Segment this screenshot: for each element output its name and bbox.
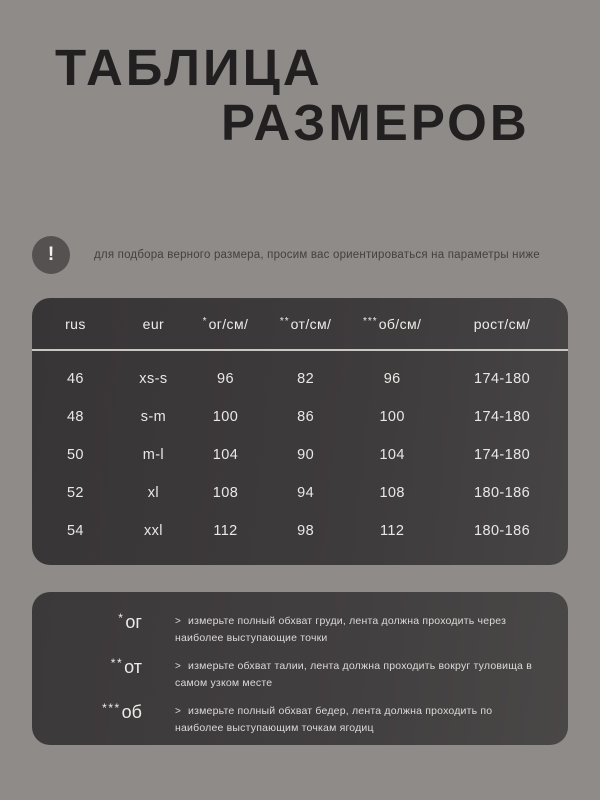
table-cell: 112	[213, 523, 238, 539]
table-cell: 100	[212, 409, 239, 425]
footnote-description: измерьте полный обхват бедер, лента должна проходить по наиболее выступающим точкам ягодиц	[175, 705, 493, 734]
alert-icon	[32, 236, 70, 274]
column-label: eur	[142, 315, 165, 332]
size-table-body	[32, 351, 568, 550]
notice	[32, 236, 562, 274]
table-cell: 50	[66, 447, 84, 463]
asterisk-marker: **	[110, 656, 124, 670]
table-cell: 108	[212, 485, 239, 501]
table-cell: 174-180	[474, 409, 531, 425]
table-row	[32, 360, 568, 398]
footnote-term	[32, 658, 142, 691]
table-cell: 100	[379, 409, 405, 425]
table-cell: 96	[217, 371, 234, 387]
table-row	[32, 436, 568, 474]
footnote-term	[32, 703, 142, 736]
column-header	[436, 316, 568, 332]
table-cell: xs-s	[139, 371, 168, 387]
table-cell: m-l	[142, 447, 165, 463]
column-header	[348, 316, 436, 332]
asterisk-marker: *	[202, 315, 208, 327]
column-header	[32, 316, 119, 332]
table-row	[32, 474, 568, 512]
footnote-description: измерьте полный обхват груди, лента должна проходить через наиболее выступающие точки	[175, 615, 507, 644]
table-row	[32, 398, 568, 436]
column-header	[263, 316, 348, 332]
column-label: об/см/	[378, 315, 422, 332]
alert-icon-glyph: !	[47, 244, 55, 265]
footnote-row	[32, 613, 538, 646]
column-label: ог/см/	[208, 315, 249, 332]
asterisk-marker: *	[118, 611, 125, 625]
note-arrow-glyph: >	[175, 616, 182, 627]
footnote-term-label: ог	[125, 612, 142, 632]
notice-text: для подбора верного размера, просим вас ориентироваться на параметры ниже	[94, 249, 540, 261]
footnote-text	[175, 658, 538, 691]
column-header	[188, 316, 263, 332]
size-table-panel	[32, 298, 568, 565]
table-cell: 86	[297, 409, 315, 425]
table-cell: 98	[297, 523, 315, 539]
table-cell: 104	[379, 447, 405, 463]
table-cell: 94	[297, 485, 315, 501]
size-table-header	[32, 298, 568, 349]
column-label: от/см/	[290, 315, 332, 332]
table-cell: 174-180	[474, 371, 531, 387]
page-title-line-1: ТАБЛИЦА	[55, 39, 323, 96]
table-cell: 174-180	[474, 447, 531, 463]
footnote-row	[32, 703, 538, 736]
table-cell: 48	[66, 409, 84, 425]
table-cell: 112	[380, 523, 405, 539]
note-arrow-glyph: >	[175, 706, 182, 717]
asterisk-marker: **	[279, 315, 290, 327]
footnote-term-label: от	[124, 657, 142, 677]
page-title-line-2: РАЗМЕРОВ	[221, 94, 530, 151]
table-cell: 82	[297, 371, 315, 387]
table-cell: 54	[66, 523, 84, 539]
table-cell: xxl	[143, 523, 163, 539]
footnote-description: измерьте обхват талии, лента должна проходить вокруг туловища в самом узком месте	[175, 660, 532, 689]
asterisk-marker: ***	[363, 315, 378, 327]
page-title	[55, 40, 530, 150]
table-cell: 108	[379, 485, 405, 501]
asterisk-marker: ***	[102, 701, 121, 715]
footnote-text	[175, 703, 538, 736]
footnote-term	[32, 613, 142, 646]
table-cell: xl	[147, 485, 160, 501]
measurement-notes-panel	[32, 592, 568, 745]
table-cell: 46	[66, 371, 84, 387]
table-cell: 104	[212, 447, 239, 463]
table-cell: 180-186	[474, 485, 531, 501]
table-cell: 90	[297, 447, 315, 463]
footnote-text	[175, 613, 538, 646]
footnote-term-label: об	[121, 702, 142, 722]
column-label: rus	[65, 315, 86, 332]
note-arrow-glyph: >	[175, 661, 182, 672]
table-cell: s-m	[140, 409, 167, 425]
table-cell: 52	[66, 485, 84, 501]
column-label: рост/см/	[473, 315, 531, 332]
table-cell: 96	[383, 371, 401, 387]
table-cell: 180-186	[474, 523, 531, 539]
footnote-row	[32, 658, 538, 691]
table-row	[32, 512, 568, 550]
column-header	[119, 316, 188, 332]
